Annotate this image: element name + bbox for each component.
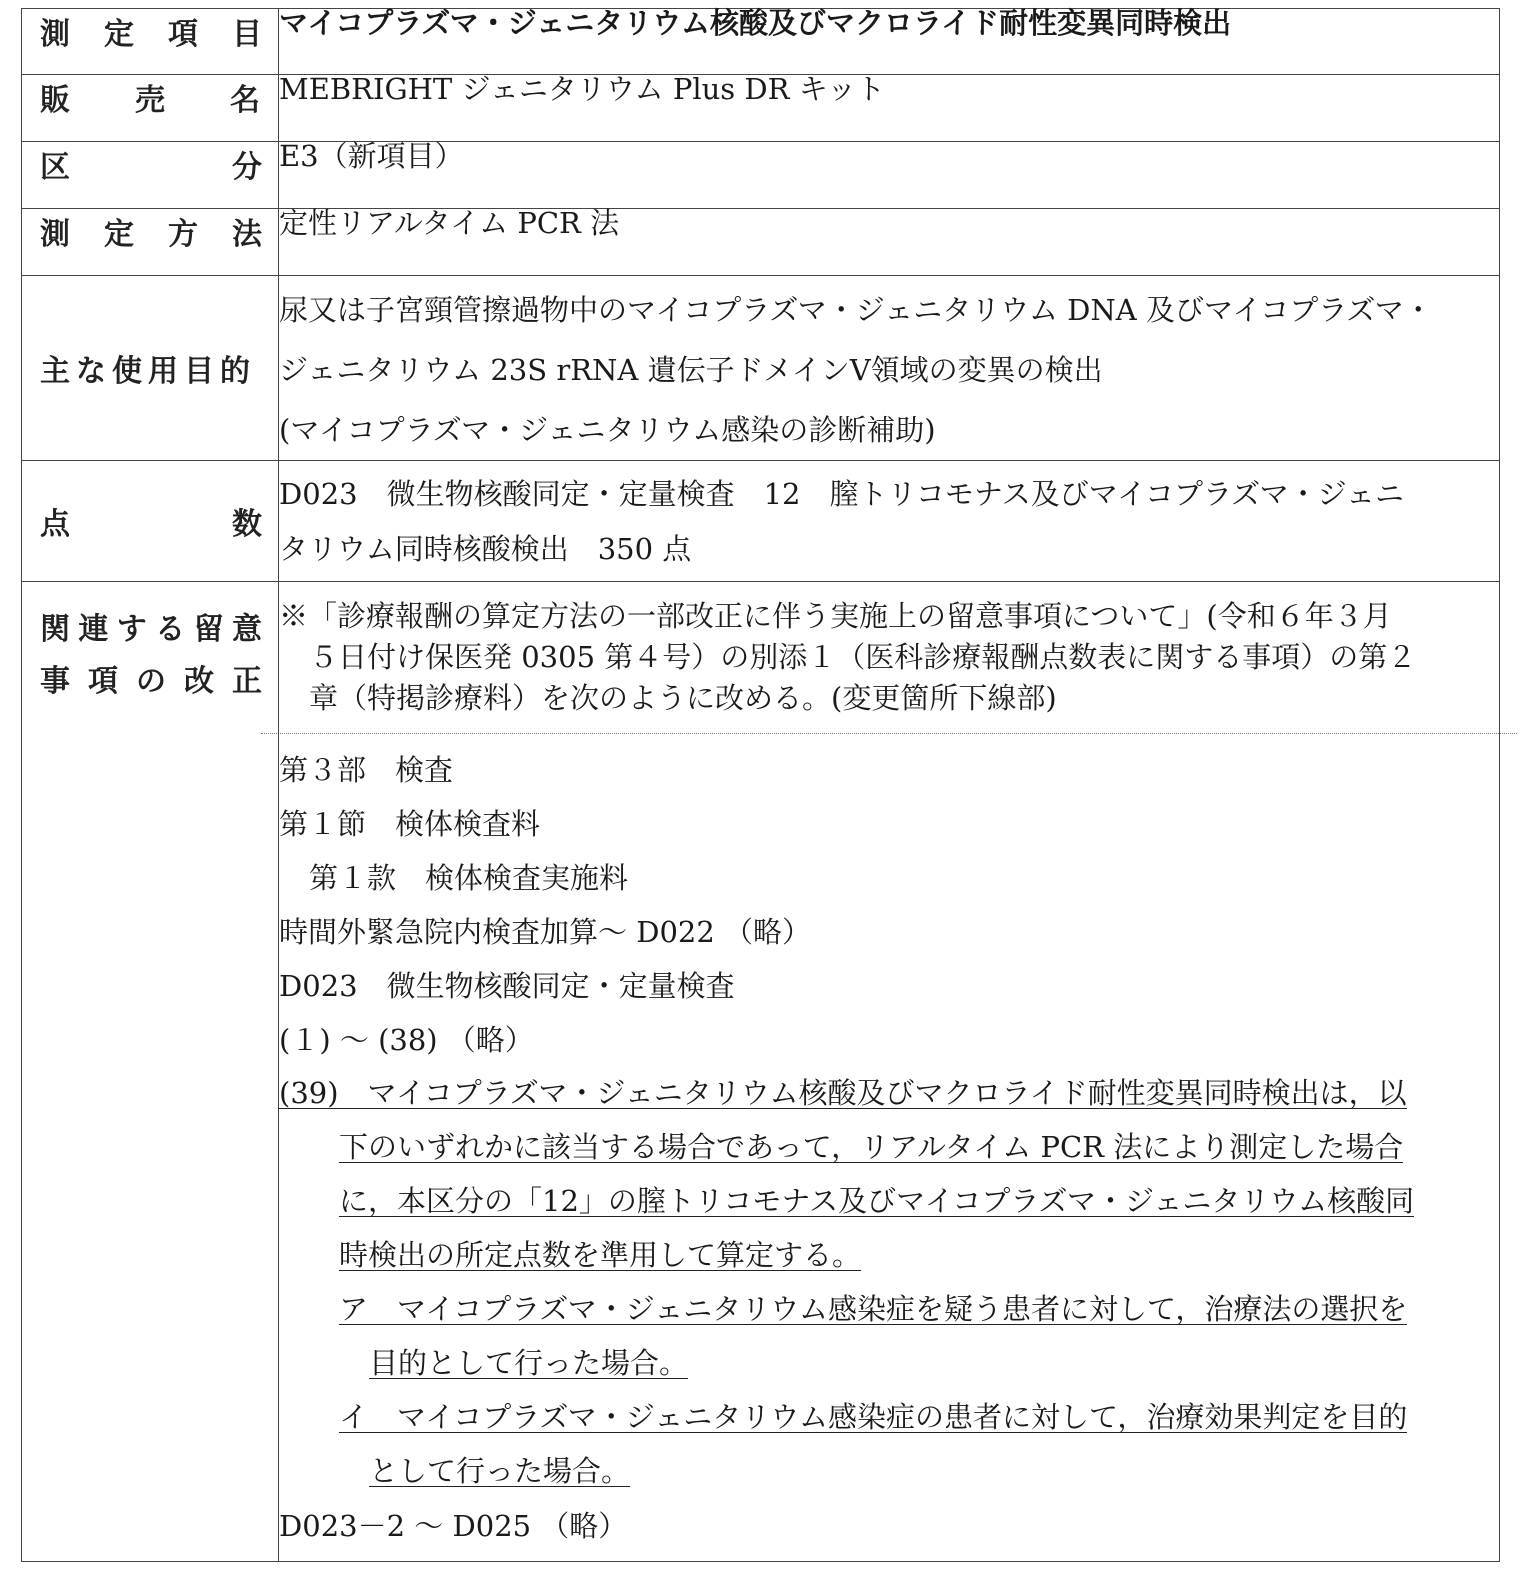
revision-line: (１) ～ (38) （略） bbox=[279, 1022, 534, 1057]
value-method: 定性リアルタイム PCR 法 bbox=[279, 206, 620, 240]
label-char: 定 bbox=[104, 217, 134, 252]
value-points bbox=[279, 461, 1499, 577]
underlined-text: 時検出の所定点数を準用して算定する。 bbox=[339, 1238, 862, 1272]
underlined-text: (39) マイコプラズマ・ジェニタリウム核酸及びマクロライド耐性変異同時検出は，以 bbox=[279, 1076, 1407, 1110]
label-purpose bbox=[22, 276, 279, 461]
value-sales-name: MEBRIGHT ジェニタリウム Plus DR キット bbox=[279, 72, 886, 106]
revision-line-underlined bbox=[279, 1283, 1499, 1337]
revision-line-underlined bbox=[279, 1121, 1499, 1175]
label-method bbox=[22, 209, 279, 276]
label-char: の bbox=[136, 664, 166, 699]
label-measurement-item bbox=[22, 9, 279, 75]
label-sales-name bbox=[22, 75, 279, 142]
row-category bbox=[22, 142, 1500, 209]
points-line: タリウム同時核酸検出 350 点 bbox=[279, 532, 692, 566]
revision-line-underlined bbox=[279, 1175, 1499, 1229]
label-char: 名 bbox=[230, 83, 260, 118]
revision-line-underlined bbox=[279, 1391, 1499, 1445]
label-char: 改 bbox=[184, 664, 214, 699]
note-line: ５日付け保医発 0305 第４号）の別添１（医科診療報酬点数表に関する事項）の第２ bbox=[309, 640, 1417, 674]
label-char: 定 bbox=[104, 17, 134, 52]
value-category: E3（新項目） bbox=[279, 139, 464, 173]
label-char: 測 bbox=[40, 17, 70, 52]
row-points bbox=[22, 461, 1500, 582]
label-char: 目 bbox=[232, 17, 262, 52]
label-char: 測 bbox=[40, 217, 70, 252]
note-line: ※「診療報酬の算定方法の一部改正に伴う実施上の留意事項について」(令和６年３月 bbox=[279, 599, 1392, 633]
label-char: 意 bbox=[231, 612, 262, 647]
row-measurement-item bbox=[22, 9, 1500, 75]
purpose-line: ジェニタリウム 23S rRNA 遺伝子ドメインⅤ領域の変異の検出 bbox=[279, 352, 1103, 387]
label-char: 販 bbox=[40, 83, 70, 118]
label-char: 事 bbox=[40, 664, 70, 699]
revision-line: D023 微生物核酸同定・定量検査 bbox=[279, 968, 735, 1003]
revision-line: 時間外緊急院内検査加算～ D022 （略） bbox=[279, 914, 812, 949]
value-measurement-item: マイコプラズマ・ジェニタリウム核酸及びマクロライド耐性変異同時検出 bbox=[279, 6, 1232, 40]
revision-line: 第１節 検体検査料 bbox=[279, 806, 541, 841]
label-char: す bbox=[116, 612, 147, 647]
underlined-text: に，本区分の「12」の膣トリコモナス及びマイコプラズマ・ジェニタリウム核酸同 bbox=[339, 1184, 1415, 1218]
drug-test-info-table bbox=[21, 8, 1500, 1562]
revision-line-underlined bbox=[279, 1067, 1499, 1121]
label-char: 正 bbox=[232, 664, 262, 699]
label-category bbox=[22, 142, 279, 209]
revision-line-underlined bbox=[279, 1445, 1499, 1499]
underlined-text: として行った場合。 bbox=[369, 1454, 631, 1488]
revision-body bbox=[279, 734, 1499, 1553]
revision-line: D023－2 ～ D025 （略） bbox=[279, 1508, 628, 1543]
label-char: る bbox=[155, 612, 186, 647]
underlined-text: ア マイコプラズマ・ジェニタリウム感染症を疑う患者に対して，治療法の選択を bbox=[339, 1292, 1408, 1326]
underlined-text: イ マイコプラズマ・ジェニタリウム感染症の患者に対して，治療効果判定を目的 bbox=[339, 1400, 1408, 1434]
label-char: 数 bbox=[232, 507, 262, 542]
points-line: D023 微生物核酸同定・定量検査 12 膣トリコモナス及びマイコプラズマ・ジェニ bbox=[279, 477, 1404, 511]
label-text: 主な使用目的 bbox=[40, 354, 256, 389]
revision-line: 第１款 検体検査実施料 bbox=[309, 860, 629, 895]
label-related-revision bbox=[22, 582, 279, 1562]
label-char: 方 bbox=[168, 217, 198, 252]
label-char: 連 bbox=[78, 612, 109, 647]
label-char: 項 bbox=[88, 664, 118, 699]
row-purpose bbox=[22, 276, 1500, 461]
label-char: 留 bbox=[193, 612, 224, 647]
revision-line-underlined bbox=[279, 1229, 1499, 1283]
label-char: 法 bbox=[232, 217, 262, 252]
purpose-line: 尿又は子宮頸管擦過物中のマイコプラズマ・ジェニタリウム DNA 及びマイコプラズマ・ bbox=[279, 292, 1433, 327]
note-line: 章（特掲診療料）を次のように改める。(変更箇所下線部) bbox=[309, 681, 1057, 715]
label-char: 分 bbox=[232, 150, 262, 185]
revision-note bbox=[261, 582, 1517, 734]
underlined-text: 下のいずれかに該当する場合であって，リアルタイム PCR 法により測定した場合 bbox=[339, 1130, 1404, 1164]
label-char: 売 bbox=[135, 83, 165, 118]
label-char: 区 bbox=[40, 150, 70, 185]
row-related-revision bbox=[22, 582, 1500, 1562]
row-sales-name bbox=[22, 75, 1500, 142]
label-points bbox=[22, 461, 279, 582]
value-purpose bbox=[279, 276, 1499, 460]
revision-line: 第３部 検査 bbox=[279, 752, 454, 787]
label-char: 関 bbox=[40, 612, 70, 647]
purpose-line: (マイコプラズマ・ジェニタリウム感染の診断補助) bbox=[279, 412, 936, 447]
row-method bbox=[22, 209, 1500, 276]
underlined-text: 目的として行った場合。 bbox=[369, 1346, 689, 1380]
label-char: 点 bbox=[40, 507, 70, 542]
label-char: 項 bbox=[168, 17, 198, 52]
revision-line-underlined bbox=[279, 1337, 1499, 1391]
